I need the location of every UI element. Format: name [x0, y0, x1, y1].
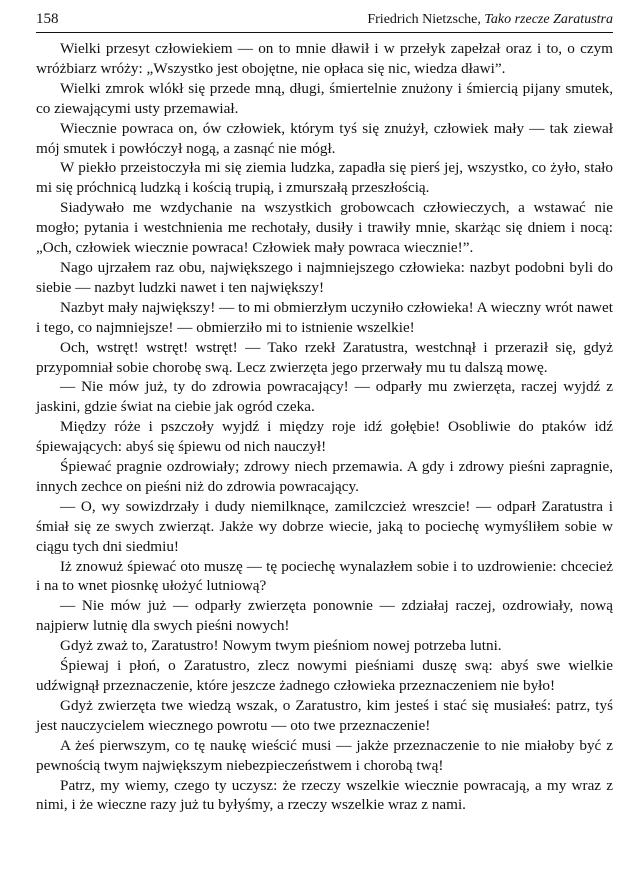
page-number: 158: [36, 11, 59, 27]
paragraph: Nazbyt mały największy! — to mi obmierzłym uczyniło człowieka! A wieczny wrót nawet i tego, co najmniejsze! — obmierziło mi to istnienie wszelkie!: [36, 298, 613, 336]
paragraph: A żeś pierwszym, co tę naukę wieścić musi — jakże przeznaczenie to nie miałoby być z pewnością twym największym niebezpieczeństwem i chorobą twą!: [36, 736, 613, 774]
running-head-title: [367, 11, 613, 29]
paragraph: — Nie mów już — odparły zwierzęta ponownie — zdziałaj raczej, ozdrowiały, nową najpierw lutnię dla swych pieśni nowych!: [36, 597, 613, 635]
paragraph: Między róże i pszczoły wyjdź i między roje idź gołębie! Osobliwie do ptaków idź śpiewających: abyś się śpiewu od nich nauczył!: [36, 418, 613, 456]
paragraph: Wiecznie powraca on, ów człowiek, którym tyś się znużył, człowiek mały — tak ziewał mój smutek i powłóczył nogą, a zasnąć nie mógł.: [36, 119, 613, 157]
paragraph: W piekło przeistoczyła mi się ziemia ludzka, zapadła się pierś jej, wszystko, co żyło, stało mi się próchnicą ludzką i kością trupią, i zmurszałą przeszłością.: [36, 159, 613, 197]
paragraph: Iż znowuż śpiewać oto muszę — tę pociechę wynalazłem sobie i to uzdrowienie: chcecież i na to wnet piosnkę ułożyć lutniową?: [36, 557, 613, 595]
author-name: Friedrich Nietzsche,: [367, 12, 481, 27]
paragraph: Och, wstręt! wstręt! wstręt! — Tako rzekł Zaratustra, westchnął i przeraził się, gdyż przypomniał sobie chorobę swą. Lecz zwierzęta jego przerwały mu tu dalszą mowę.: [36, 338, 613, 376]
paragraph: Gdyż zważ to, Zaratustro! Nowym twym pieśniom nowej potrzeba lutni.: [60, 637, 502, 655]
paragraph: Wielki przesyt człowiekiem — on to mnie dławił i w przełyk zapełzał oraz i to, o czym wróżbiarz wróży: „Wszystko jest obojętne, nie opłaca się nic, wiedza dławi”.: [36, 40, 613, 77]
paragraph: Wielki zmrok wlókł się przede mną, długi, śmiertelnie znużony i śmiercią pijany smutek, co ziewającymi usty przemawiał.: [36, 79, 613, 117]
paragraph: Patrz, my wiemy, czego ty uczysz: że rzeczy wszelkie wiecznie powracają, a my wraz z nimi, i że wieczne razy już tu byłyśmy, a rzeczy wszelkie wraz z nami.: [36, 776, 613, 814]
paragraph: — O, wy sowizdrzały i dudy niemilknące, zamilczcież wreszcie! — odparł Zaratustra i śmiał się ze swych zwierząt. Jakże wy dobrze wiecie, jaką to pociechę wymyśliłem sobie w ciągu tych dni siedmiu!: [36, 497, 613, 555]
paragraph: — Nie mów już, ty do zdrowia powracający! — odparły mu zwierzęta, raczej wyjdź z jaskini, gdzie świat na ciebie jak ogród czeka.: [36, 378, 613, 416]
paragraph: Siadywało me wzdychanie na wszystkich grobowcach człowieczych, a wstawać nie mogło; pytania i westchnienia me rechotały, dusiły i trawiły mnie, skarżąc się dniem i nocą: „Och, człowiek wiecznie powraca! Człowiek mały powraca wiecznie!”.: [36, 199, 613, 257]
paragraph: Śpiewać pragnie ozdrowiały; zdrowy niech przemawia. A gdy i zdrowy pieśni zapragnie, innych zechce on pieśni niż do zdrowia powracający.: [36, 458, 613, 495]
paragraph: Gdyż zwierzęta twe wiedzą wszak, o Zaratustro, kim jesteś i stać się musiałeś: patrz, tyś jest nauczycielem wiecznego powrotu — oto twe przeznaczenie!: [36, 696, 613, 734]
paragraph: Śpiewaj i płoń, o Zaratustro, zlecz nowymi pieśniami duszę swą: abyś swe wielkie udźwignął przeznaczenie, które jeszcze żadnego człowieka przeznaczeniem nie było!: [36, 657, 613, 694]
running-header: [36, 10, 613, 33]
page-body: [36, 39, 613, 815]
paragraph: Nago ujrzałem raz obu, największego i najmniejszego człowieka: nazbyt podobni byli do siebie — nazbyt ludzki nawet i ten największy!: [36, 258, 613, 296]
book-title: Tako rzecze Zaratustra: [484, 12, 613, 27]
